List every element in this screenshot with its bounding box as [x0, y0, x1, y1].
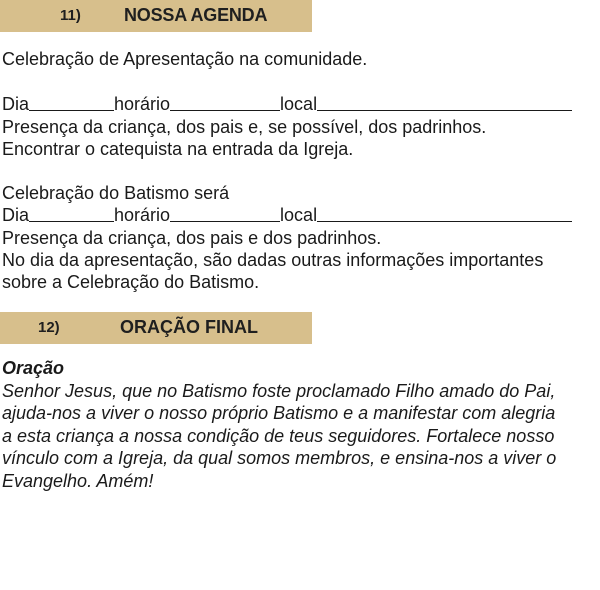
- section-title: NOSSA AGENDA: [124, 5, 268, 25]
- baptism-blanks-line: [2, 204, 572, 226]
- place-blank: [317, 93, 572, 111]
- prayer-line: vínculo com a Igreja, da qual somos membros, e ensina-nos a viver o: [2, 448, 557, 468]
- time-label: horário: [114, 94, 171, 114]
- section-header-final-prayer: [0, 312, 312, 344]
- time-label: horário: [114, 205, 171, 225]
- place-label: local: [280, 205, 318, 225]
- baptism-intro: Celebração do Batismo será: [2, 183, 230, 203]
- presentation-blanks-line: [2, 93, 572, 115]
- baptism-info-line-1: No dia da apresentação, são dadas outras informações importantes: [2, 250, 544, 270]
- prayer-line: ajuda-nos a viver o nosso próprio Batismo e a manifestar com alegria: [2, 403, 556, 423]
- section-number: 12): [38, 319, 60, 336]
- time-blank: [170, 204, 280, 222]
- presentation-meet: Encontrar o catequista na entrada da Igreja.: [2, 139, 354, 159]
- section-title: ORAÇÃO FINAL: [120, 317, 258, 337]
- presentation-intro: Celebração de Apresentação na comunidade.: [2, 49, 368, 69]
- place-label: local: [280, 94, 318, 114]
- prayer-line: Evangelho. Amém!: [2, 471, 154, 491]
- time-blank: [170, 93, 280, 111]
- baptism-presence: Presença da criança, dos pais e dos padrinhos.: [2, 228, 382, 248]
- section-number: 11): [60, 7, 81, 24]
- baptism-info-line-2: sobre a Celebração do Batismo.: [2, 272, 260, 292]
- day-label: Dia: [2, 94, 30, 114]
- place-blank: [317, 204, 572, 222]
- prayer-line: Senhor Jesus, que no Batismo foste proclamado Filho amado do Pai,: [2, 381, 556, 401]
- day-label: Dia: [2, 205, 30, 225]
- prayer-line: a esta criança a nossa condição de teus seguidores. Fortalece nosso: [2, 426, 555, 446]
- prayer-heading: Oração: [2, 358, 65, 378]
- presentation-presence: Presença da criança, dos pais e, se possível, dos padrinhos.: [2, 117, 487, 137]
- section-header-agenda: [0, 0, 312, 32]
- day-blank: [29, 204, 114, 222]
- day-blank: [29, 93, 114, 111]
